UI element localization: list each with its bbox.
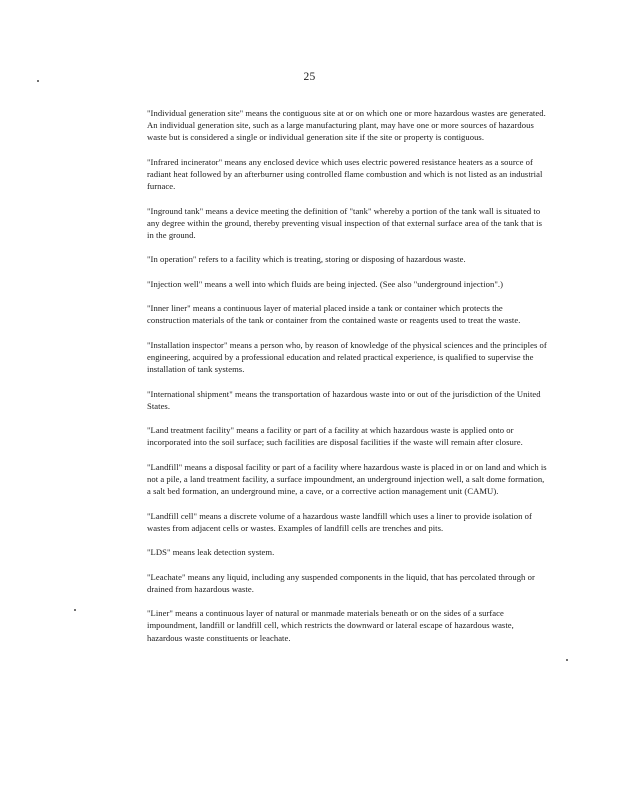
definition-liner: "Liner" means a continuous layer of natural or manmade materials beneath or on the sides of a surface impoundment, landfill or landfill cell, which restricts the downward or lateral escape of hazardous waste, hazardous waste constituents or leachate.	[147, 608, 514, 643]
definition-individual-generation-site: "Individual generation site" means the contiguous site at or on which one or more hazardous wastes are generated. An individual generation site, such as a large manufacturing plant, may have one or more sources of hazardous waste but is considered a single or individual generation site if the site or property is contiguous.	[147, 108, 546, 143]
definition-in-operation: "In operation" refers to a facility which is treating, storing or disposing of hazardous waste.	[147, 254, 466, 265]
scan-speck	[566, 659, 568, 661]
definition-international-shipment: "International shipment" means the transportation of hazardous waste into or out of the jurisdiction of the United States.	[147, 388, 541, 411]
scan-speck	[74, 609, 76, 611]
scan-speck	[37, 80, 39, 82]
definition-lds: "LDS" means leak detection system.	[147, 547, 275, 558]
definition-injection-well: "Injection well" means a well into which fluids are being injected. (See also "underground injection".)	[147, 278, 503, 289]
definition-landfill: "Landfill" means a disposal facility or part of a facility where hazardous waste is placed in or on land and which is not a pile, a land treatment facility, a surface impoundment, an underground injection well, a salt dome formation, a salt bed formation, an underground mine, a cave, or a corrective action management unit (CAMU).	[147, 461, 547, 497]
definition-installation-inspector: "Installation inspector" means a person who, by reason of knowledge of the physical sciences and the principles of engineering, acquired by a professional education and related practical experience, is qualified to supervise the installation of tank systems.	[147, 339, 547, 375]
definitions-list	[147, 107, 547, 656]
definition-leachate: "Leachate" means any liquid, including any suspended components in the liquid, that has percolated through or drained from hazardous waste.	[147, 571, 535, 594]
definition-land-treatment-facility: "Land treatment facility" means a facility or part of a facility at which hazardous waste is applied onto or incorporated into the soil surface; such facilities are disposal facilities if the waste will remain after closure.	[147, 425, 523, 448]
definition-landfill-cell: "Landfill cell" means a discrete volume of a hazardous waste landfill which uses a liner to provide isolation of wastes from adjacent cells or wastes. Examples of landfill cells are trenches and pits.	[147, 510, 532, 533]
page-number: 25	[303, 71, 316, 83]
definition-inner-liner: "Inner liner" means a continuous layer of material placed inside a tank or container which protects the construction materials of the tank or container from the contained waste or reagents used to treat the waste.	[147, 303, 521, 326]
definition-infrared-incinerator: "Infrared incinerator" means any enclosed device which uses electric powered resistance heaters as a source of radiant heat followed by an afterburner using controlled flame combustion and which is not listed as an industrial furnace.	[147, 156, 543, 192]
definition-inground-tank: "Inground tank" means a device meeting the definition of "tank" whereby a portion of the tank wall is situated to any degree within the ground, thereby preventing visual inspection of that external surface area of the tank that is in the ground.	[147, 205, 543, 240]
